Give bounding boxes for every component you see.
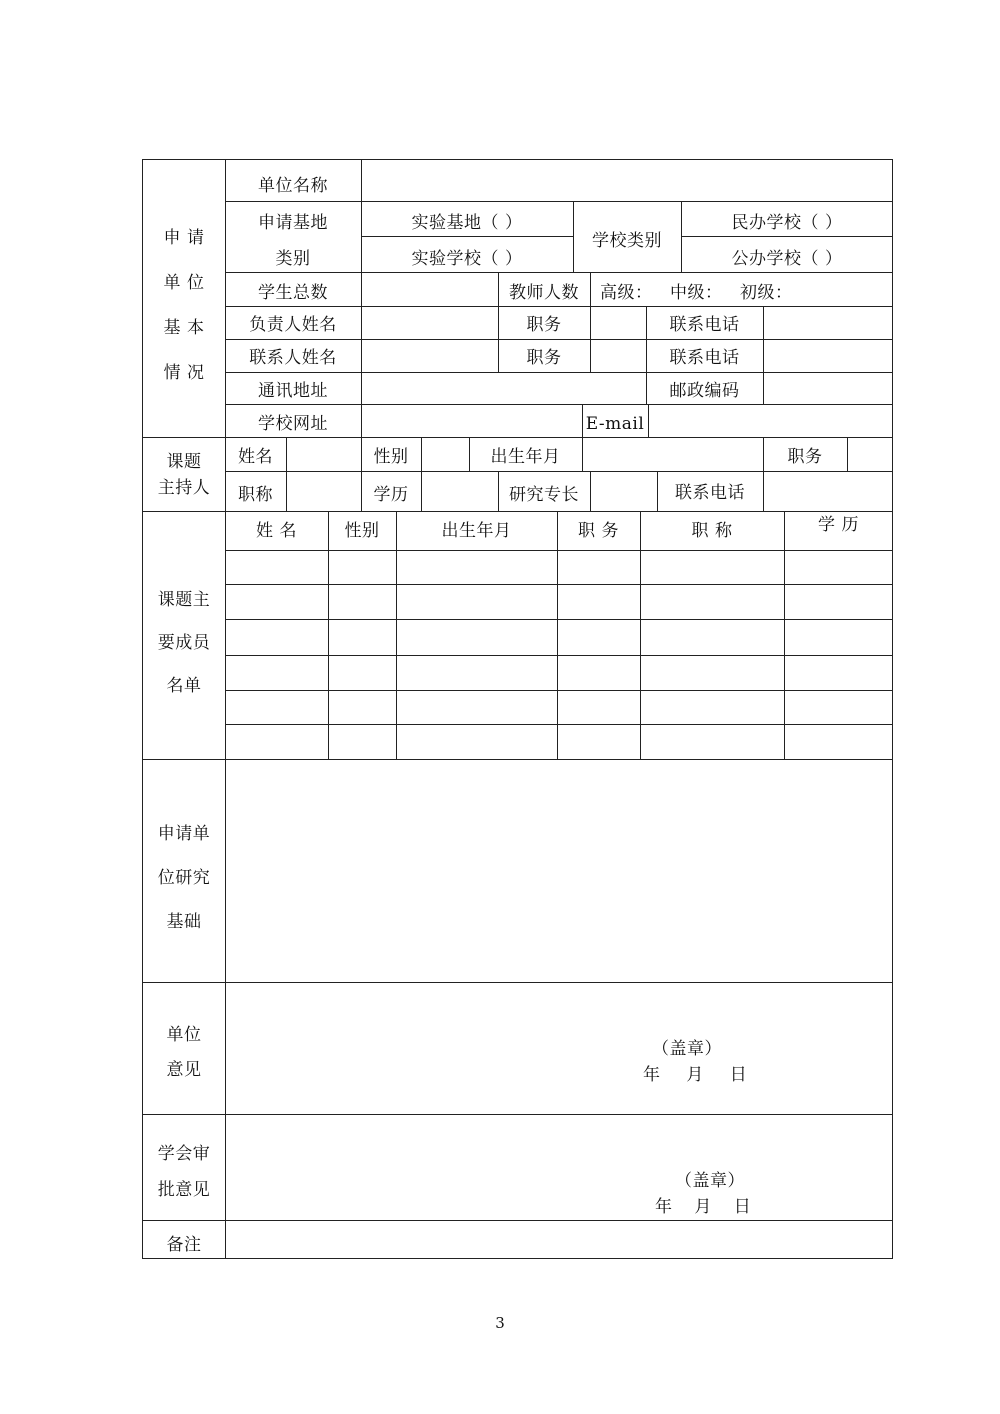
- section-label-members-line3: 名单: [166, 676, 202, 696]
- members-col-title: 职 称: [691, 521, 733, 541]
- section-label-approval-line2: 批意见: [157, 1180, 211, 1200]
- grid-line: [590, 272, 591, 373]
- head-position-label: 职务: [526, 315, 562, 335]
- approval-seal-label: （盖章）: [675, 1171, 745, 1191]
- section-label-research-line1: 申请单: [157, 824, 211, 844]
- grid-line: [225, 404, 893, 405]
- grid-line: [225, 655, 893, 656]
- grid-line: [681, 236, 893, 237]
- opinion-seal-label: （盖章）: [652, 1039, 722, 1059]
- grid-line: [763, 471, 764, 512]
- members-col-education: 学 历: [818, 515, 859, 535]
- remarks-label: 备注: [166, 1235, 202, 1255]
- public-school-option[interactable]: 公办学校（ ）: [731, 249, 843, 269]
- section-label-opinion-line1: 单位: [166, 1025, 202, 1045]
- section-label-unit-line2: 单 位: [163, 273, 205, 293]
- host-specialty-label: 研究专长: [509, 485, 579, 505]
- section-label-approval-line1: 学会审: [157, 1144, 211, 1164]
- host-gender-label: 性别: [373, 447, 409, 467]
- grid-line: [225, 306, 893, 307]
- total-students-label: 学生总数: [258, 283, 328, 303]
- grid-line: [142, 1258, 893, 1259]
- grid-line: [590, 471, 591, 512]
- members-col-birth: 出生年月: [441, 521, 512, 541]
- host-position-label: 职务: [787, 447, 823, 467]
- section-label-members-line2: 要成员: [157, 633, 211, 653]
- grid-line: [142, 1114, 893, 1115]
- grid-line: [847, 437, 848, 472]
- grid-line: [225, 372, 893, 373]
- grid-line: [225, 619, 893, 620]
- school-website-label: 学校网址: [258, 414, 328, 434]
- head-phone-label: 联系电话: [669, 315, 740, 335]
- grid-line: [286, 437, 287, 512]
- grid-line: [142, 159, 893, 160]
- grid-line: [225, 690, 893, 691]
- grid-line: [361, 236, 574, 237]
- section-label-unit-line3: 基 本: [163, 318, 205, 338]
- grid-line: [582, 437, 583, 472]
- grid-line: [225, 471, 893, 472]
- host-education-label: 学历: [373, 485, 409, 505]
- host-birth-label: 出生年月: [490, 447, 561, 467]
- approval-date-label: 年 月 日: [655, 1197, 752, 1217]
- members-col-gender: 性别: [344, 521, 380, 541]
- senior-level-label: 高级：: [600, 283, 653, 303]
- grid-line: [225, 272, 893, 273]
- contact-position-label: 职务: [526, 348, 562, 368]
- grid-line: [421, 437, 422, 472]
- grid-line: [225, 201, 893, 202]
- members-col-position: 职 务: [578, 521, 619, 541]
- section-label-opinion-line2: 意见: [166, 1060, 202, 1080]
- address-label: 通讯地址: [258, 381, 328, 401]
- grid-line: [142, 982, 893, 983]
- head-name-label: 负责人姓名: [249, 315, 337, 335]
- page-number: 3: [495, 1314, 505, 1332]
- section-label-host-line1: 课题: [166, 452, 202, 472]
- grid-line: [640, 511, 641, 760]
- members-col-name: 姓 名: [256, 521, 297, 541]
- grid-line: [142, 759, 893, 760]
- grid-line: [225, 724, 893, 725]
- grid-line: [763, 306, 764, 405]
- grid-line: [892, 159, 893, 1259]
- grid-line: [648, 404, 649, 438]
- section-label-research-line2: 位研究: [157, 868, 211, 888]
- experiment-school-option[interactable]: 实验学校（ ）: [411, 249, 523, 269]
- postal-code-label: 邮政编码: [669, 381, 740, 401]
- grid-line: [142, 511, 893, 512]
- base-category-label-line2: 类别: [275, 249, 311, 269]
- experiment-base-option[interactable]: 实验基地（ ）: [411, 213, 523, 233]
- junior-level-label: 初级：: [740, 283, 793, 303]
- teacher-count-label: 教师人数: [509, 283, 579, 303]
- contact-phone-label: 联系电话: [669, 348, 740, 368]
- private-school-option[interactable]: 民办学校（ ）: [731, 213, 843, 233]
- contact-name-label: 联系人姓名: [249, 348, 337, 368]
- section-label-host-line2: 主持人: [157, 478, 211, 498]
- section-label-unit-line1: 申 请: [163, 228, 205, 248]
- school-type-label: 学校类别: [592, 231, 662, 251]
- section-label-unit-line4: 情 况: [163, 363, 205, 383]
- grid-line: [557, 511, 558, 760]
- grid-line: [225, 550, 893, 551]
- section-label-research-line3: 基础: [166, 912, 202, 932]
- grid-line: [142, 437, 893, 438]
- grid-line: [225, 339, 893, 340]
- grid-line: [784, 511, 785, 760]
- base-category-label-line1: 申请基地: [258, 213, 328, 233]
- grid-line: [421, 471, 422, 512]
- section-label-members-line1: 课题主: [157, 590, 211, 610]
- host-name-label: 姓名: [238, 447, 273, 467]
- opinion-date-label: 年 月 日: [643, 1065, 748, 1085]
- grid-line: [396, 511, 397, 760]
- grid-line: [361, 159, 362, 438]
- grid-line: [225, 584, 893, 585]
- unit-name-label: 单位名称: [258, 176, 328, 196]
- grid-line: [142, 1220, 893, 1221]
- email-label: E-mail: [585, 414, 645, 434]
- host-title-label: 职称: [238, 485, 273, 505]
- mid-level-label: 中级：: [670, 283, 723, 303]
- host-phone-label: 联系电话: [675, 483, 745, 503]
- grid-line: [328, 511, 329, 760]
